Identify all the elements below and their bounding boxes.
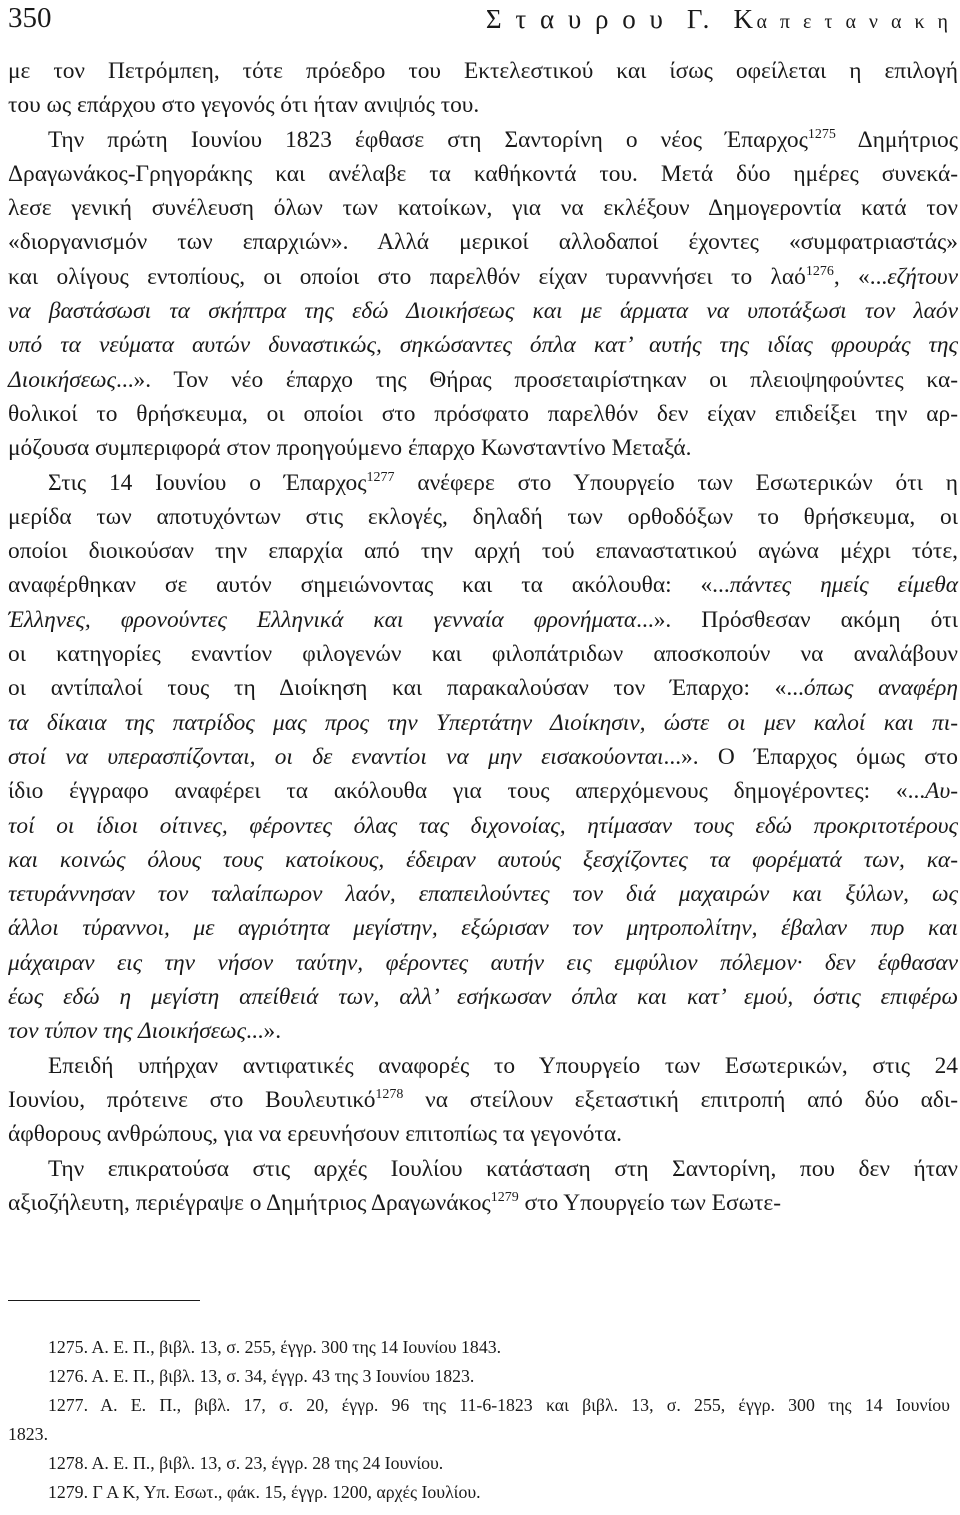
body-line xyxy=(8,1014,958,1048)
italic-quote: άλλοι τύραννοι, με αγριότητα μεγίστην, εξώρισαν τον μητροπολίτην, έβαλαν πυρ και xyxy=(8,915,958,942)
body-text-run: Ιουνίου, πρότεινε στο Βουλευτικό xyxy=(8,1086,376,1113)
page-header xyxy=(8,2,952,42)
italic-quote: όπως αναφέρη xyxy=(803,675,958,702)
body-text-run: «διοργανισμόν των επαρχιών». Αλλά μερικοί αλλοδαποί έχοντες «συμφατριαστάς» xyxy=(8,229,958,256)
body-line xyxy=(8,774,958,808)
body-line xyxy=(8,1186,958,1220)
body-text-run: Δημήτριος xyxy=(835,126,958,153)
italic-quote: τοί οι ίδιοι οίτινες, φέροντες όλας τας διχονοίας, ητίμασαν τους εδώ προκριτοτέρους xyxy=(8,812,958,839)
footnote-1278: 1278. Α. Ε. Π., βιβλ. 13, σ. 23, έγγρ. 28 της 24 Ιουνίου. xyxy=(48,1453,444,1473)
body-line xyxy=(8,191,958,225)
italic-quote: Αυ- xyxy=(925,778,958,805)
body-line xyxy=(8,1117,958,1151)
author-last-rest: α π ε τ α ν α κ η xyxy=(756,11,952,33)
body-line xyxy=(8,466,958,500)
body-line xyxy=(8,363,958,397)
body-line xyxy=(8,294,958,328)
body-text-run: Την επικρατούσα στις αρχές Ιουλίου κατάσταση στη Σαντορίνη, που δεν ήταν xyxy=(48,1155,958,1182)
body-line xyxy=(8,603,958,637)
body-text-run: ίδιο έγγραφο αναφέρει τα ακόλουθα για τους απερχόμενους δημογέροντες: «... xyxy=(8,778,926,805)
body-line xyxy=(8,123,958,157)
footnote-separator xyxy=(8,1300,200,1301)
body-text-run: να στείλουν εξεταστική επιτροπή από δύο αδι- xyxy=(403,1086,958,1113)
body-line xyxy=(8,877,958,911)
body-text-run: με τον Πετρόμπεη, τότε πρόεδρο του Εκτελεστικού και ίσως οφείλεται η επιλογή xyxy=(8,58,958,84)
italic-quote: μάχαιραν εις την νήσον ταύτην, φέροντες αυτήν εις εμφύλιον πόλεμον· δεν έφθασαν xyxy=(8,949,958,976)
body-text-run: ...». Τον νέο έπαρχο της Θήρας προσεταιρίστηκαν οι πλειοψηφούντες κα- xyxy=(116,366,958,393)
body-line xyxy=(8,431,958,465)
body-text-run: ανέφερε στο Υπουργείο των Εσωτερικών ότι η xyxy=(394,469,958,496)
italic-quote: πάντες ημείς είμεθα xyxy=(729,572,958,599)
author-first-name: Σ τ α υ ρ ο υ xyxy=(485,4,667,34)
body-line xyxy=(8,843,958,877)
body-text-run: στο Υπουργείο των Εσωτε- xyxy=(518,1189,781,1216)
body-text-run: και ολίγους εντοπίους, οι οποίοι στο παρελθόν είχαν τυραννήσει το λαό xyxy=(8,263,806,290)
footnote-1277 xyxy=(8,1391,950,1449)
italic-quote: τα δίκαια της πατρίδος μας προς την Υπερτάτην Διοίκησιν, ώστε οι μεν καλοί και πι- xyxy=(8,709,958,736)
italic-quote: να βαστάσωσι τα σκήπτρα της εδώ Διοικήσεως και με άρματα να υποτάξωσι τον λαόν xyxy=(8,298,958,325)
body-line xyxy=(8,980,958,1014)
body-text-run: ...». Πρόσθεσαν ακόμη ότι xyxy=(636,606,958,633)
body-line xyxy=(8,157,958,191)
body-line xyxy=(8,946,958,980)
body-text xyxy=(8,54,958,1220)
body-line xyxy=(8,397,958,431)
body-line xyxy=(8,809,958,843)
body-line xyxy=(8,88,958,122)
italic-quote: τον τύπον της Διοικήσεως xyxy=(8,1018,246,1045)
page-number: 350 xyxy=(8,2,52,34)
body-line xyxy=(8,706,958,740)
body-line xyxy=(8,225,958,259)
italic-quote: υπό τα νεύματα αυτών δυναστικώς, σηκώσαντες όπλα κατ’ αυτής της ιδίας φρουράς της xyxy=(8,332,958,359)
body-text-run: αναφέρθηκαν σε αυτόν σημειώνοντας και τα ακόλουθα: «... xyxy=(8,572,730,599)
author-initial: Γ. xyxy=(686,4,713,34)
body-text-run: μερίδα των αποτυχόντων στις εκλογές, δηλαδή των ορθοδόξων το θρήσκευμα, οι xyxy=(8,503,958,530)
body-text-run: Την πρώτη Ιουνίου 1823 έφθασε στη Σαντορίνη ο νέος Έπαρχος xyxy=(48,126,808,153)
footnote-1277-line: 1277. Α. Ε. Π., βιβλ. 17, σ. 20, έγγρ. 96 της 11-6-1823 και βιβλ. 13, σ. 255, έγγρ. 300 της 14 Ιουνίου xyxy=(48,1395,950,1415)
footnote-ref: 1277 xyxy=(366,469,395,485)
footnote-ref: 1275 xyxy=(807,126,836,142)
body-line xyxy=(8,328,958,362)
body-line xyxy=(8,534,958,568)
body-text-run: ...». xyxy=(245,1018,282,1045)
body-text-run: λεσε γενική συνέλευση όλων των κατοίκων, για να εκλέξουν Δημογεροντία κατά τον xyxy=(8,195,958,222)
body-text-run: οι αντίπαλοί τους τη Διοίκηση και παρακαλούσαν τον Έπαρχο: «... xyxy=(8,675,804,702)
footnotes xyxy=(8,1333,950,1507)
body-line xyxy=(8,1152,958,1186)
body-line xyxy=(8,54,958,88)
body-line xyxy=(8,911,958,945)
italic-quote: και κοινώς όλους τους κατοίκους, έδειραν αυτούς ξεσχίζοντες τα φορέματά των, κα- xyxy=(8,846,958,873)
author-last-cap: Κ xyxy=(733,4,757,34)
body-text-run: αξιοζήλευτη, περιέγραψε ο Δημήτριος Δραγωνάκος xyxy=(8,1189,491,1216)
body-text-run: άφθορους ανθρώπους, για να ερευνήσουν επιτοπίως τα γεγονότα. xyxy=(8,1121,622,1148)
body-line xyxy=(8,637,958,671)
footnote-1275: 1275. Α. Ε. Π., βιβλ. 13, σ. 255, έγγρ. 300 της 14 Ιουνίου 1843. xyxy=(48,1337,502,1357)
body-text-run: του ως επάρχου στο γεγονός ότι ήταν ανιψιός του. xyxy=(8,92,480,119)
body-line xyxy=(8,260,958,294)
running-head-author xyxy=(486,4,952,35)
body-text-run: οποίοι διοικούσαν την επαρχία από την αρχή τού επαναστατικού αγώνα μέχρι τότε, xyxy=(8,538,958,565)
italic-quote: εζήτουν xyxy=(887,263,959,290)
body-text-run: ...». Ο Έπαρχος όμως στο xyxy=(663,743,958,770)
footnote-ref: 1278 xyxy=(375,1086,404,1102)
body-line xyxy=(8,671,958,705)
italic-quote: έως εδώ η μεγίστη απείθειά των, αλλ’ εσήκωσαν όπλα και κατ’ εμού, όστις επιφέρω xyxy=(8,984,958,1011)
footnote-1279: 1279. Γ Α Κ, Υπ. Εσωτ., φάκ. 15, έγγρ. 1200, αρχές Ιουλίου. xyxy=(48,1482,481,1502)
body-line xyxy=(8,1083,958,1117)
italic-quote: τετυράννησαν τον ταλαίπωρον λαόν, επαπειλούντες τον διά μαχαιρών και ξύλων, ως xyxy=(8,881,958,908)
body-text-run: θολικοί το θρήσκευμα, οι οποίοι στο πρόσφατο παρελθόν δεν είχαν επιδείξει την αρ- xyxy=(8,400,958,427)
footnote-ref: 1276 xyxy=(805,263,834,279)
body-text-run: μόζουσα συμπεριφορά στον προηγούμενο έπαρχο Κωνσταντίνο Μεταξά. xyxy=(8,435,692,462)
footnote-ref: 1279 xyxy=(490,1189,519,1205)
italic-quote: στοί να υπερασπίζονται, οι δε εναντίοι να μην εισακούονται xyxy=(8,743,664,770)
body-text-run: οι κατηγορίες εναντίον φιλογενών και φιλοπάτριδων αποσκοπούν να αναλάβουν xyxy=(8,641,958,668)
body-line xyxy=(8,500,958,534)
body-line xyxy=(8,568,958,602)
italic-quote: Διοικήσεως xyxy=(8,366,117,393)
body-text-run: Στις 14 Ιουνίου ο Έπαρχος xyxy=(48,469,367,496)
footnote-1277-continuation: 1823. xyxy=(8,1424,49,1444)
body-text-run: Επειδή υπήρχαν αντιφατικές αναφορές το Υπουργείο των Εσωτερικών, στις 24 xyxy=(48,1052,958,1079)
body-line xyxy=(8,1049,958,1083)
body-line xyxy=(8,740,958,774)
body-text-run: Δραγωνάκος-Γρηγοράκης και ανέλαβε τα καθήκοντά του. Μετά δύο ημέρες συνεκά- xyxy=(8,160,958,187)
body-text-run: , «... xyxy=(833,263,888,290)
footnote-1276: 1276. Α. Ε. Π., βιβλ. 13, σ. 34, έγγρ. 43 της 3 Ιουνίου 1823. xyxy=(48,1366,475,1386)
italic-quote: Έλληνες, φρονούντες Ελληνικά και γενναία φρονήματα xyxy=(8,606,637,633)
